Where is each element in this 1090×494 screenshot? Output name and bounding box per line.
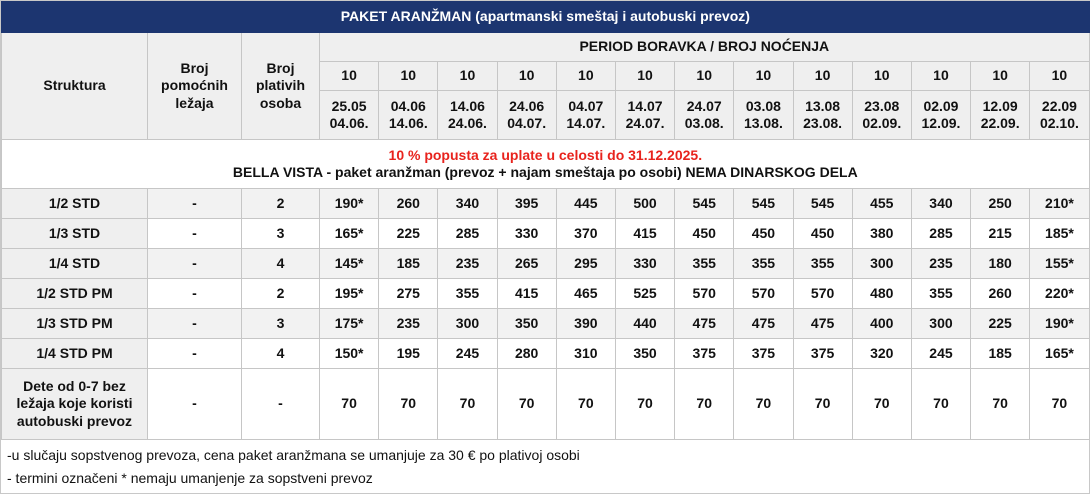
price-cell: 375 <box>675 339 734 369</box>
price-cell: 355 <box>438 279 497 309</box>
period-nights: 10 <box>320 62 379 91</box>
package-text: BELLA VISTA - paket aranžman (prevoz + najam smeštaja po osobi) NEMA DINARSKOG DELA <box>232 164 858 180</box>
discount-text: 10 % popusta za uplate u celosti do 31.12.2025. <box>388 146 703 163</box>
price-cell: 455 <box>852 189 911 219</box>
price-cell: 570 <box>675 279 734 309</box>
period-nights: 10 <box>615 62 674 91</box>
price-cell: 215 <box>971 219 1030 249</box>
price-cell: 175* <box>320 309 379 339</box>
header-pomocni: Broj pomoćnih ležaja <box>148 33 242 140</box>
row-pomocni: - <box>148 249 242 279</box>
row-struktura: 1/3 STD PM <box>2 309 148 339</box>
header-struktura: Struktura <box>2 33 148 140</box>
price-cell: 355 <box>675 249 734 279</box>
price-cell: 415 <box>615 219 674 249</box>
period-nights: 10 <box>438 62 497 91</box>
child-price-cell: 70 <box>734 369 793 440</box>
period-dates: 24.07 03.08. <box>675 91 734 140</box>
period-dates: 22.09 02.10. <box>1030 91 1089 140</box>
price-cell: 375 <box>734 339 793 369</box>
period-nights: 10 <box>852 62 911 91</box>
period-nights: 10 <box>497 62 556 91</box>
price-cell: 340 <box>438 189 497 219</box>
price-cell: 525 <box>615 279 674 309</box>
period-dates: 25.05 04.06. <box>320 91 379 140</box>
period-dates: 14.07 24.07. <box>615 91 674 140</box>
note-transport: -u slučaju sopstvenog prevoza, cena paket aranžmana se umanjuje za 30 € po plativoj osobi <box>7 447 580 463</box>
child-price-cell: 70 <box>615 369 674 440</box>
price-cell: 390 <box>556 309 615 339</box>
price-cell: 260 <box>971 279 1030 309</box>
row-plativ: 3 <box>242 309 320 339</box>
period-dates: 04.06 14.06. <box>379 91 438 140</box>
row-plativ: 2 <box>242 189 320 219</box>
price-cell: 330 <box>497 219 556 249</box>
child-price-cell: 70 <box>793 369 852 440</box>
child-label: Dete od 0-7 bez ležaja koje koristi autobuski prevoz <box>2 369 148 440</box>
price-cell: 235 <box>911 249 970 279</box>
price-cell: 450 <box>734 219 793 249</box>
price-cell: 380 <box>852 219 911 249</box>
header-plativ: Broj plativih osoba <box>242 33 320 140</box>
row-pomocni: - <box>148 339 242 369</box>
child-price-cell: 70 <box>438 369 497 440</box>
price-cell: 340 <box>911 189 970 219</box>
child-price-cell: 70 <box>556 369 615 440</box>
period-nights: 10 <box>1030 62 1089 91</box>
period-dates: 12.09 22.09. <box>971 91 1030 140</box>
child-price-cell: 70 <box>971 369 1030 440</box>
period-dates: 13.08 23.08. <box>793 91 852 140</box>
price-cell: 440 <box>615 309 674 339</box>
price-cell: 570 <box>734 279 793 309</box>
price-cell: 450 <box>793 219 852 249</box>
price-cell: 190* <box>1030 309 1089 339</box>
table-row <box>2 189 1090 219</box>
table-title: PAKET ARANŽMAN (apartmanski smeštaj i autobuski prevoz) <box>2 2 1090 33</box>
price-cell: 165* <box>320 219 379 249</box>
period-dates: 03.08 13.08. <box>734 91 793 140</box>
price-cell: 330 <box>615 249 674 279</box>
price-cell: 185* <box>1030 219 1089 249</box>
row-pomocni: - <box>148 219 242 249</box>
price-cell: 355 <box>911 279 970 309</box>
price-cell: 480 <box>852 279 911 309</box>
child-price-cell: 70 <box>320 369 379 440</box>
price-cell: 295 <box>556 249 615 279</box>
price-cell: 165* <box>1030 339 1089 369</box>
row-pomocni: - <box>148 279 242 309</box>
price-cell: 195 <box>379 339 438 369</box>
period-dates: 02.09 12.09. <box>911 91 970 140</box>
price-cell: 180 <box>971 249 1030 279</box>
price-cell: 465 <box>556 279 615 309</box>
price-cell: 150* <box>320 339 379 369</box>
row-pomocni: - <box>148 309 242 339</box>
price-cell: 285 <box>438 219 497 249</box>
price-cell: 355 <box>793 249 852 279</box>
price-cell: 475 <box>793 309 852 339</box>
child-price-cell: 70 <box>675 369 734 440</box>
price-cell: 245 <box>438 339 497 369</box>
period-nights: 10 <box>556 62 615 91</box>
price-cell: 400 <box>852 309 911 339</box>
price-cell: 450 <box>675 219 734 249</box>
row-plativ: 4 <box>242 339 320 369</box>
price-cell: 370 <box>556 219 615 249</box>
price-cell: 235 <box>379 309 438 339</box>
child-pomocni: - <box>148 369 242 440</box>
price-cell: 260 <box>379 189 438 219</box>
price-cell: 220* <box>1030 279 1089 309</box>
price-cell: 355 <box>734 249 793 279</box>
price-cell: 300 <box>438 309 497 339</box>
period-nights: 10 <box>734 62 793 91</box>
period-nights: 10 <box>379 62 438 91</box>
table-row <box>2 309 1090 339</box>
price-cell: 185 <box>379 249 438 279</box>
table-row <box>2 279 1090 309</box>
child-price-cell: 70 <box>911 369 970 440</box>
table-row <box>2 219 1090 249</box>
price-cell: 475 <box>675 309 734 339</box>
price-cell: 225 <box>379 219 438 249</box>
row-struktura: 1/4 STD <box>2 249 148 279</box>
price-cell: 350 <box>615 339 674 369</box>
header-period: PERIOD BORAVKA / BROJ NOĆENJA <box>320 33 1090 62</box>
row-struktura: 1/2 STD <box>2 189 148 219</box>
price-cell: 300 <box>911 309 970 339</box>
price-rows <box>2 189 1090 369</box>
row-plativ: 2 <box>242 279 320 309</box>
price-cell: 195* <box>320 279 379 309</box>
notes <box>1 444 1089 494</box>
row-struktura: 1/3 STD <box>2 219 148 249</box>
period-nights: 10 <box>675 62 734 91</box>
note-asterisk: - termini označeni * nemaju umanjenje za sopstveni prevoz <box>7 470 373 486</box>
row-plativ: 3 <box>242 219 320 249</box>
price-cell: 375 <box>793 339 852 369</box>
price-cell: 545 <box>675 189 734 219</box>
period-dates: 14.06 24.06. <box>438 91 497 140</box>
price-cell: 445 <box>556 189 615 219</box>
price-cell: 280 <box>497 339 556 369</box>
child-price-cell: 70 <box>852 369 911 440</box>
row-struktura: 1/2 STD PM <box>2 279 148 309</box>
price-cell: 545 <box>793 189 852 219</box>
row-struktura: 1/4 STD PM <box>2 339 148 369</box>
price-cell: 235 <box>438 249 497 279</box>
price-cell: 310 <box>556 339 615 369</box>
row-plativ: 4 <box>242 249 320 279</box>
period-dates: 24.06 04.07. <box>497 91 556 140</box>
price-cell: 300 <box>852 249 911 279</box>
child-plativ: - <box>242 369 320 440</box>
price-cell: 145* <box>320 249 379 279</box>
price-table <box>1 1 1090 440</box>
price-cell: 210* <box>1030 189 1089 219</box>
child-price-cell: 70 <box>1030 369 1089 440</box>
price-cell: 395 <box>497 189 556 219</box>
price-cell: 185 <box>971 339 1030 369</box>
row-pomocni: - <box>148 189 242 219</box>
price-cell: 545 <box>734 189 793 219</box>
period-nights: 10 <box>793 62 852 91</box>
price-cell: 275 <box>379 279 438 309</box>
price-cell: 265 <box>497 249 556 279</box>
child-row <box>2 369 1090 440</box>
child-price-cell: 70 <box>497 369 556 440</box>
table-row <box>2 339 1090 369</box>
price-cell: 225 <box>971 309 1030 339</box>
price-cell: 350 <box>497 309 556 339</box>
price-cell: 245 <box>911 339 970 369</box>
promo-cell <box>2 140 1090 189</box>
price-cell: 570 <box>793 279 852 309</box>
price-cell: 285 <box>911 219 970 249</box>
price-cell: 320 <box>852 339 911 369</box>
price-cell: 415 <box>497 279 556 309</box>
table-row <box>2 249 1090 279</box>
price-cell: 190* <box>320 189 379 219</box>
period-dates: 23.08 02.09. <box>852 91 911 140</box>
price-cell: 475 <box>734 309 793 339</box>
price-cell: 500 <box>615 189 674 219</box>
period-nights: 10 <box>911 62 970 91</box>
child-price-cell: 70 <box>379 369 438 440</box>
period-dates: 04.07 14.07. <box>556 91 615 140</box>
price-cell: 155* <box>1030 249 1089 279</box>
period-nights: 10 <box>971 62 1030 91</box>
price-cell: 250 <box>971 189 1030 219</box>
